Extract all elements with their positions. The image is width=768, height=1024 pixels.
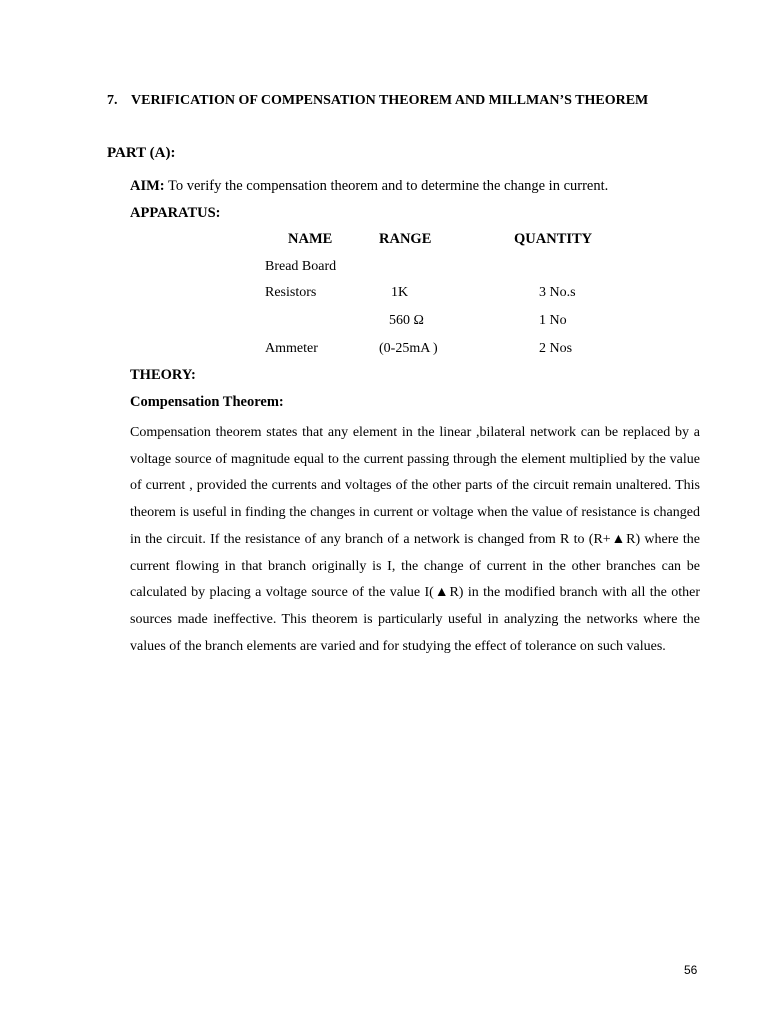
table-cell-range: (0-25mA ) <box>379 341 438 356</box>
aim-label: AIM: <box>130 178 165 194</box>
table-cell-quantity: 2 Nos <box>539 341 573 356</box>
part-label: PART (A): <box>107 145 176 161</box>
page-number: 56 <box>684 963 698 977</box>
column-header-range: RANGE <box>379 231 432 247</box>
table-cell-name: Bread Board <box>265 259 337 274</box>
table-cell-quantity: 1 No <box>539 313 567 328</box>
section-heading <box>107 93 648 109</box>
table-cell-quantity: 3 No.s <box>539 285 576 300</box>
theory-label: THEORY: <box>130 367 196 383</box>
section-title: VERIFICATION OF COMPENSATION THEOREM AND MILLMAN’S THEOREM <box>131 93 649 108</box>
theory-paragraph: Compensation theorem states that any element in the linear ,bilateral network can be replaced by a voltage source of magnitude equal to the current passing through the element multiplied by the value of current , provided the currents and voltages of the other parts of the circuit remain unaltered. This theorem is useful in finding the changes in current or voltage when the value of resistance is changed in the circuit. If the resistance of any branch of a network is changed from R to (R+▲R) where the current flowing in that branch originally is I, the change of current in the other branches can be calculated by placing a voltage source of the value I(▲R) in the modified branch with all the other sources made ineffective. This theorem is particularly useful in analyzing the networks where the values of the branch elements are varied and for studying the effect of tolerance on such values. <box>130 425 700 654</box>
section-number: 7. <box>107 93 118 108</box>
apparatus-label: APPARATUS: <box>130 205 221 221</box>
aim-text: To verify the compensation theorem and to determine the change in current. <box>164 178 609 194</box>
table-cell-name: Ammeter <box>265 341 318 356</box>
table-cell-range: 560 Ω <box>389 313 424 328</box>
column-header-quantity: QUANTITY <box>514 231 593 247</box>
table-cell-name: Resistors <box>265 285 317 300</box>
column-header-name: NAME <box>288 231 333 247</box>
table-cell-range: 1K <box>391 285 409 300</box>
aim-line <box>130 178 608 195</box>
compensation-theorem-heading: Compensation Theorem: <box>130 394 284 410</box>
